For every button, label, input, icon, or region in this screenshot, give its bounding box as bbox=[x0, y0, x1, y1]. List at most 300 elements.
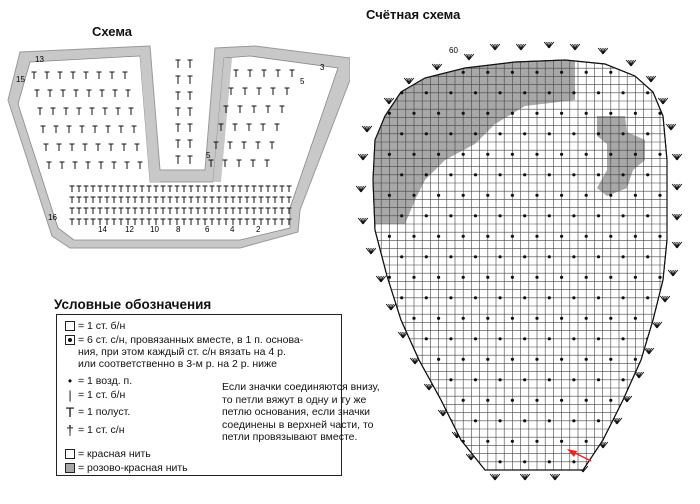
grid-dot bbox=[572, 460, 575, 463]
grid-dot bbox=[597, 378, 600, 381]
grid-dot bbox=[585, 358, 588, 361]
row-number-13: 13 bbox=[35, 55, 44, 64]
grid-dot bbox=[622, 460, 625, 463]
grid-dot bbox=[548, 91, 551, 94]
grid-dot bbox=[511, 153, 514, 156]
edge-fan-mark bbox=[672, 184, 682, 190]
grid-dot bbox=[597, 460, 600, 463]
grid-dot bbox=[646, 460, 649, 463]
grid-dot bbox=[609, 276, 612, 279]
row-number-14: 14 bbox=[98, 225, 107, 234]
grid-dot bbox=[585, 71, 588, 74]
legend-text: = красная нить bbox=[78, 448, 151, 460]
grid-dot bbox=[412, 71, 415, 74]
grid-dot bbox=[560, 276, 563, 279]
stitch-mark bbox=[188, 140, 193, 148]
grid-dot bbox=[400, 378, 403, 381]
edge-fan-mark bbox=[666, 124, 676, 130]
grid-dot bbox=[597, 91, 600, 94]
edge-fan-mark bbox=[626, 60, 636, 66]
grid-dot bbox=[474, 214, 477, 217]
edge-fan-mark bbox=[668, 270, 678, 276]
grid-dot bbox=[462, 112, 465, 115]
grid-dot bbox=[499, 460, 502, 463]
grid-dot bbox=[572, 132, 575, 135]
grid-dot bbox=[462, 235, 465, 238]
grid-dot bbox=[412, 317, 415, 320]
grid-dot bbox=[634, 276, 637, 279]
legend-item-dc bbox=[62, 424, 125, 436]
grid-dot bbox=[548, 337, 551, 340]
row-number-15: 15 bbox=[16, 75, 25, 84]
edge-fan-mark bbox=[432, 64, 442, 70]
gray-square-icon bbox=[65, 463, 75, 473]
grid-dot bbox=[634, 71, 637, 74]
edge-fan-mark bbox=[358, 218, 368, 224]
grid-dot bbox=[499, 91, 502, 94]
grid-dot bbox=[486, 71, 489, 74]
grid-dot bbox=[646, 91, 649, 94]
grid-dot bbox=[462, 276, 465, 279]
edge-fan-mark bbox=[464, 54, 474, 60]
grid-dot bbox=[511, 194, 514, 197]
grid-dot bbox=[548, 460, 551, 463]
edge-fan-mark bbox=[658, 98, 668, 104]
grid-dot bbox=[511, 399, 514, 402]
grid-dot bbox=[609, 153, 612, 156]
grid-dot bbox=[425, 214, 428, 217]
grid-dot bbox=[646, 419, 649, 422]
grid-dot bbox=[412, 276, 415, 279]
edge-fan-mark bbox=[490, 44, 500, 50]
grid-dot bbox=[511, 440, 514, 443]
grid-dot bbox=[474, 132, 477, 135]
grid-dot bbox=[474, 173, 477, 176]
grid-dot bbox=[572, 91, 575, 94]
grid-dot bbox=[523, 255, 526, 258]
stitch-mark bbox=[176, 76, 181, 84]
grid-dot bbox=[548, 419, 551, 422]
grid-dot bbox=[585, 317, 588, 320]
legend-text: = 1 ст. б/н bbox=[78, 389, 126, 401]
grid-dot bbox=[523, 173, 526, 176]
grid-dot bbox=[388, 194, 391, 197]
grid-dot bbox=[499, 132, 502, 135]
legend-item-pink bbox=[62, 462, 188, 474]
row-number-4: 4 bbox=[230, 225, 235, 234]
grid-dot bbox=[572, 255, 575, 258]
grid-dot bbox=[400, 419, 403, 422]
grid-dot bbox=[560, 317, 563, 320]
grid-dot bbox=[486, 153, 489, 156]
grid-dot bbox=[523, 91, 526, 94]
grid-dot bbox=[437, 358, 440, 361]
grid-dot bbox=[486, 358, 489, 361]
grid-dot bbox=[437, 317, 440, 320]
legend-item-half bbox=[62, 406, 130, 418]
stitch-mark bbox=[188, 92, 193, 100]
grid-dot bbox=[585, 276, 588, 279]
grid-dot bbox=[511, 276, 514, 279]
grid-dot bbox=[499, 296, 502, 299]
grid-dot bbox=[523, 337, 526, 340]
grid-dot bbox=[572, 378, 575, 381]
grid-dot bbox=[560, 235, 563, 238]
grid-dot bbox=[523, 419, 526, 422]
grid-dot bbox=[597, 132, 600, 135]
edge-fan-mark bbox=[660, 296, 670, 302]
grid-dot bbox=[486, 194, 489, 197]
grid-dot bbox=[646, 255, 649, 258]
grid-dot bbox=[437, 276, 440, 279]
grid-dot bbox=[449, 173, 452, 176]
legend-title: Условные обозначения bbox=[54, 297, 212, 312]
row-number-3: 3 bbox=[320, 63, 325, 72]
grid-dot bbox=[486, 440, 489, 443]
edge-fan-mark bbox=[520, 474, 530, 480]
grid-dot bbox=[412, 399, 415, 402]
grid-dot bbox=[622, 337, 625, 340]
grid-dot bbox=[658, 399, 661, 402]
grid-dot bbox=[437, 153, 440, 156]
grid-dot bbox=[609, 358, 612, 361]
grid-dot bbox=[499, 214, 502, 217]
grid-dot bbox=[609, 440, 612, 443]
double-crochet-icon: † bbox=[66, 422, 74, 438]
grid-dot bbox=[412, 440, 415, 443]
grid-dot bbox=[585, 399, 588, 402]
grid-dot bbox=[597, 419, 600, 422]
grid-dot bbox=[560, 440, 563, 443]
edge-fan-mark bbox=[644, 348, 654, 354]
grid-dot bbox=[535, 399, 538, 402]
grid-dot bbox=[388, 112, 391, 115]
grid-dot bbox=[474, 296, 477, 299]
grid-dot bbox=[622, 255, 625, 258]
stitch-mark bbox=[176, 60, 181, 68]
grid-dot bbox=[622, 132, 625, 135]
grid-dot bbox=[535, 440, 538, 443]
grid-dot bbox=[634, 112, 637, 115]
legend-text: = 1 ст. б/н bbox=[78, 320, 126, 332]
stitch-mark bbox=[188, 108, 193, 116]
stitch-mark bbox=[188, 156, 193, 164]
grid-dot bbox=[388, 358, 391, 361]
grid-dot bbox=[597, 337, 600, 340]
grid-dot bbox=[474, 337, 477, 340]
grid-dot bbox=[634, 235, 637, 238]
edge-fan-mark bbox=[672, 242, 682, 248]
edge-fan-mark bbox=[490, 474, 500, 480]
grid-dot bbox=[572, 173, 575, 176]
row-number-8: 8 bbox=[176, 225, 181, 234]
grid-dot bbox=[658, 194, 661, 197]
grid-dot bbox=[437, 194, 440, 197]
grid-dot bbox=[609, 194, 612, 197]
row-number-10: 10 bbox=[150, 225, 159, 234]
grid-dot bbox=[462, 317, 465, 320]
grid-dot bbox=[437, 235, 440, 238]
edge-fan-mark bbox=[672, 214, 682, 220]
legend-text: = розово-красная нить bbox=[78, 462, 188, 474]
grid-dot bbox=[486, 235, 489, 238]
right-diagram-title: Счётная схема bbox=[366, 7, 461, 22]
grid-dot bbox=[622, 378, 625, 381]
counting-chart bbox=[345, 20, 700, 504]
grid-dot bbox=[535, 276, 538, 279]
grid-dot bbox=[560, 358, 563, 361]
grid-dot bbox=[548, 214, 551, 217]
legend-item-stitch bbox=[62, 320, 125, 332]
grid-dot bbox=[511, 71, 514, 74]
grid-dot bbox=[437, 399, 440, 402]
stitch-mark bbox=[176, 108, 181, 116]
grid-dot bbox=[523, 132, 526, 135]
grid-dot bbox=[425, 378, 428, 381]
grid-dot bbox=[658, 71, 661, 74]
edge-fan-mark bbox=[570, 44, 580, 50]
grid-dot bbox=[634, 399, 637, 402]
grid-dot bbox=[634, 153, 637, 156]
grid-dot bbox=[622, 91, 625, 94]
grid-dot bbox=[622, 173, 625, 176]
edge-fan-mark bbox=[598, 48, 608, 54]
grid-dot bbox=[634, 194, 637, 197]
grid-dot bbox=[449, 460, 452, 463]
grid-dot bbox=[560, 399, 563, 402]
grid-dot bbox=[646, 214, 649, 217]
grid-dot bbox=[560, 153, 563, 156]
stitch-mark bbox=[176, 156, 181, 164]
grid-dot bbox=[622, 214, 625, 217]
grid-dot bbox=[511, 235, 514, 238]
legend-text: = 1 полуст. bbox=[78, 406, 131, 418]
edge-fan-mark bbox=[386, 304, 396, 310]
edge-fan-mark bbox=[362, 126, 372, 132]
legend-text: = 1 возд. п. bbox=[78, 375, 133, 387]
row-number-5: 5 bbox=[206, 151, 211, 160]
grid-dot bbox=[449, 378, 452, 381]
legend-item-chain bbox=[62, 375, 132, 387]
legend-text: = 6 ст. с/н, провязанных вместе, в 1 п. основа- ния, при этом каждый ст. с/н вязать на 4 р. или соответственно в 3-м р. на 2 р. ниже bbox=[78, 334, 304, 370]
grid-dot bbox=[449, 91, 452, 94]
grid-dot bbox=[425, 132, 428, 135]
grid-dot bbox=[523, 214, 526, 217]
grid-dot bbox=[462, 399, 465, 402]
stitch-mark bbox=[188, 60, 193, 68]
grid-dot bbox=[572, 337, 575, 340]
grid-dot bbox=[462, 71, 465, 74]
grid-dot bbox=[425, 460, 428, 463]
grid-dot bbox=[400, 132, 403, 135]
grid-dot bbox=[634, 317, 637, 320]
grid-dot bbox=[548, 378, 551, 381]
edge-fan-mark bbox=[544, 42, 554, 48]
grid-dot bbox=[449, 255, 452, 258]
single-crochet-icon: | bbox=[68, 388, 72, 402]
grid-dot bbox=[462, 194, 465, 197]
row-number-12: 12 bbox=[125, 225, 134, 234]
grid-dot bbox=[400, 214, 403, 217]
grid-dot bbox=[412, 112, 415, 115]
legend-item-red bbox=[62, 448, 151, 460]
grid-dot bbox=[499, 255, 502, 258]
stitch-mark bbox=[176, 92, 181, 100]
grid-dot bbox=[400, 173, 403, 176]
row-number-16: 16 bbox=[48, 213, 57, 222]
stitch-mark bbox=[188, 124, 193, 132]
grid-dot bbox=[437, 71, 440, 74]
grid-dot bbox=[425, 255, 428, 258]
grid-dot bbox=[449, 337, 452, 340]
grid-dot bbox=[597, 214, 600, 217]
grid-dot bbox=[425, 91, 428, 94]
grid-dot bbox=[437, 440, 440, 443]
grid-dot bbox=[425, 173, 428, 176]
edge-fan-mark bbox=[646, 76, 656, 82]
grid-dot bbox=[609, 235, 612, 238]
stitch-mark bbox=[188, 76, 193, 84]
half-stitch-icon: T bbox=[65, 404, 75, 420]
grid-dot bbox=[486, 399, 489, 402]
grid-dot bbox=[658, 317, 661, 320]
grid-dot bbox=[462, 153, 465, 156]
grid-dot bbox=[634, 358, 637, 361]
grid-dot bbox=[523, 378, 526, 381]
grid-dot bbox=[412, 235, 415, 238]
grid-dot bbox=[646, 173, 649, 176]
grid-dot bbox=[560, 194, 563, 197]
grid-dot bbox=[658, 358, 661, 361]
grid-dot bbox=[535, 317, 538, 320]
grid-dot bbox=[560, 71, 563, 74]
grid-dot bbox=[388, 235, 391, 238]
grid-dot bbox=[449, 296, 452, 299]
grid-dot bbox=[499, 378, 502, 381]
white-square-icon bbox=[65, 449, 75, 459]
grid-dot bbox=[597, 296, 600, 299]
grid-dot bbox=[486, 317, 489, 320]
grid-dot bbox=[499, 337, 502, 340]
grid-dot bbox=[548, 296, 551, 299]
grid-dot bbox=[572, 419, 575, 422]
grid-dot bbox=[658, 440, 661, 443]
grid-dot bbox=[585, 235, 588, 238]
grid-dot bbox=[511, 317, 514, 320]
grid-dot bbox=[449, 214, 452, 217]
dotted-square-icon bbox=[65, 335, 75, 345]
row-number-6: 6 bbox=[205, 225, 210, 234]
grid-dot bbox=[474, 419, 477, 422]
grid-dot bbox=[462, 358, 465, 361]
grid-dot bbox=[486, 112, 489, 115]
grid-dot bbox=[474, 91, 477, 94]
grid-dot bbox=[535, 194, 538, 197]
grid-dot bbox=[437, 112, 440, 115]
grid-dot bbox=[511, 112, 514, 115]
grid-dot bbox=[523, 460, 526, 463]
grid-dot bbox=[400, 460, 403, 463]
grid-dot bbox=[548, 255, 551, 258]
grid-dot bbox=[572, 214, 575, 217]
edge-fan-mark bbox=[652, 322, 662, 328]
dot-icon: • bbox=[67, 374, 73, 388]
grid-dot bbox=[585, 112, 588, 115]
grid-dot bbox=[511, 358, 514, 361]
white-square-icon bbox=[65, 321, 75, 331]
grid-dot bbox=[658, 276, 661, 279]
left-diagram-title: Схема bbox=[92, 24, 133, 39]
grid-dot bbox=[400, 296, 403, 299]
grid-dot bbox=[609, 317, 612, 320]
grid-dot bbox=[388, 71, 391, 74]
grid-dot bbox=[499, 419, 502, 422]
grid-dot bbox=[622, 296, 625, 299]
grid-row-number-60: 60 bbox=[449, 46, 458, 55]
grid-dot bbox=[622, 419, 625, 422]
edge-fan-mark bbox=[376, 276, 386, 282]
edge-fan-mark bbox=[672, 154, 682, 160]
grid-dot bbox=[449, 132, 452, 135]
grid-dot bbox=[585, 194, 588, 197]
legend-text: = 1 ст. с/н bbox=[78, 424, 125, 436]
stitch-mark bbox=[176, 140, 181, 148]
grid-dot bbox=[548, 173, 551, 176]
grid-dot bbox=[474, 255, 477, 258]
grid-dot bbox=[425, 296, 428, 299]
grid-dot bbox=[388, 317, 391, 320]
grid-dot bbox=[658, 235, 661, 238]
grid-dot bbox=[609, 112, 612, 115]
grid-dot bbox=[646, 378, 649, 381]
grid-dot bbox=[523, 296, 526, 299]
crochet-schema bbox=[0, 0, 350, 300]
edge-fan-mark bbox=[516, 44, 526, 50]
grid-dot bbox=[486, 276, 489, 279]
grid-dot bbox=[585, 153, 588, 156]
legend-note: Если значки соединяются внизу, то петли вяжут в одну и ту же петлю основания, если значки соединены в верхней части, то петли провязывают вместе. bbox=[222, 381, 380, 443]
grid-dot bbox=[609, 399, 612, 402]
grid-dot bbox=[388, 153, 391, 156]
grid-dot bbox=[388, 440, 391, 443]
grid-dot bbox=[572, 296, 575, 299]
edge-fan-mark bbox=[366, 248, 376, 254]
edge-fan-mark bbox=[356, 186, 366, 192]
grid-dot bbox=[535, 112, 538, 115]
legend-item-cluster bbox=[62, 334, 303, 370]
grid-dot bbox=[474, 378, 477, 381]
stitch-mark bbox=[176, 124, 181, 132]
grid-dot bbox=[597, 255, 600, 258]
grid-dot bbox=[597, 173, 600, 176]
grid-dot bbox=[425, 419, 428, 422]
grid-dot bbox=[658, 153, 661, 156]
grid-dot bbox=[585, 440, 588, 443]
grid-dot bbox=[609, 71, 612, 74]
grid-dot bbox=[548, 132, 551, 135]
row-number-2: 2 bbox=[256, 225, 261, 234]
edge-fan-mark bbox=[550, 474, 560, 480]
grid-dot bbox=[400, 255, 403, 258]
grid-dot bbox=[646, 296, 649, 299]
edge-fan-mark bbox=[404, 78, 414, 84]
grid-dot bbox=[535, 153, 538, 156]
grid-dot bbox=[535, 71, 538, 74]
grid-dot bbox=[646, 132, 649, 135]
grid-dot bbox=[412, 194, 415, 197]
edge-fan-mark bbox=[358, 154, 368, 160]
grid-dot bbox=[388, 399, 391, 402]
